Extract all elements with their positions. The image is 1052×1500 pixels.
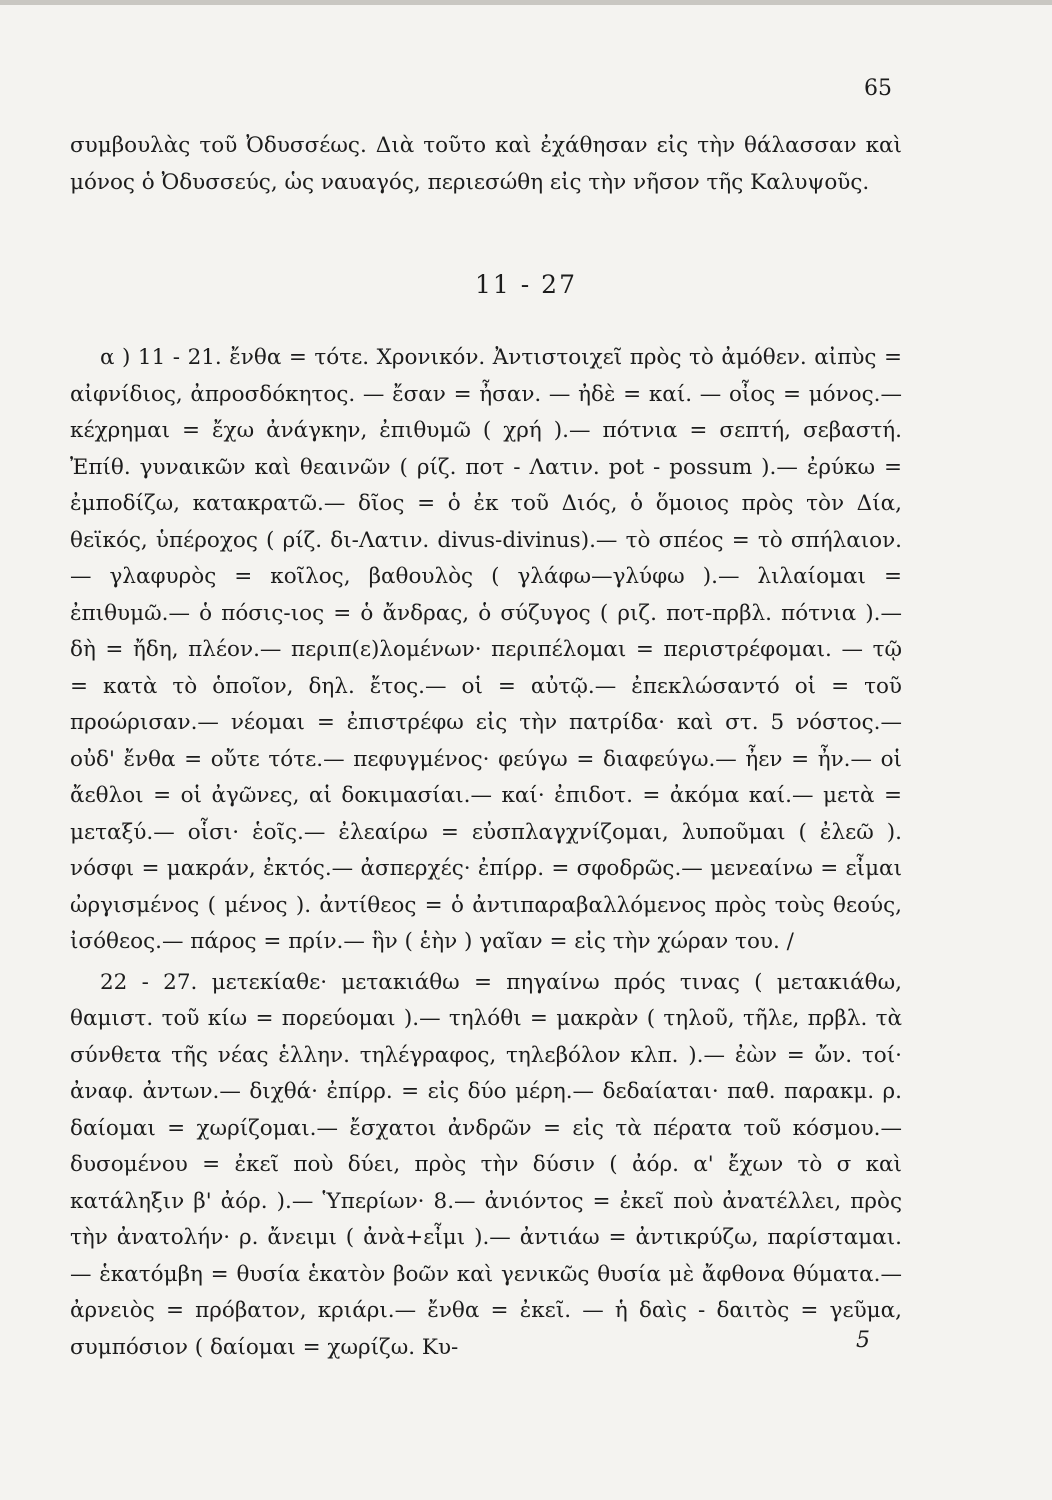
page-number: 65	[864, 76, 892, 101]
signature-mark: 5	[856, 1328, 870, 1353]
section-heading: 11 - 27	[475, 270, 577, 299]
commentary-block	[70, 340, 902, 1366]
commentary-paragraph-a: α ) 11 - 21. ἔνθα = τότε. Χρονικόν. Ἀντιστοιχεῖ πρὸς τὸ ἀμόθεν. αἰπὺς = αἰφνίδιος, ἀπροσδόκητος. — ἔσαν = ἦσαν. — ἠδὲ = καί. — οἶος = μόνος.— κέχρημαι = ἔχω ἀνάγκην, ἐπιθυμῶ ( χρή ).— πότνια = σεπτή, σεβαστή. Ἐπίθ. γυναικῶν καὶ θεαινῶν ( ρίζ. ποτ - Λατιν. pot - possum ).— ἐρύκω = ἐμποδίζω, κατακρατῶ.— δῖος = ὁ ἐκ τοῦ Διός, ὁ ὅμοιος πρὸς τὸν Δία, θεϊκός, ὑπέροχος ( ρίζ. δι-Λατιν. divus-divinus).— τὸ σπέος = τὸ σπήλαιον.— γλαφυρὸς = κοῖλος, βαθουλὸς ( γλάφω—γλύφω ).— λιλαίομαι = ἐπιθυμῶ.— ὁ πόσις-ιος = ὁ ἄνδρας, ὁ σύζυγος ( ριζ. ποτ-πρβλ. πότνια ).— δὴ = ἤδη, πλέον.— περιπ(ε)λομένων· περιπέλομαι = περιστρέφομαι. — τῷ = κατὰ τὸ ὁποῖον, δηλ. ἔτος.— οἱ = αὐτῷ.— ἐπεκλώσαντό οἱ = τοῦ προώρισαν.— νέομαι = ἐπιστρέφω εἰς τὴν πατρίδα· καὶ στ. 5 νόστος.— οὐδ' ἔνθα = οὔτε τότε.— πεφυγμένος· φεύγω = διαφεύγω.— ἦεν = ἦν.— οἱ ἄεθλοι = οἱ ἀγῶνες, αἱ δοκιμασίαι.— καί· ἐπιδοτ. = ἀκόμα καί.— μετὰ = μεταξύ.— οἷσι· ἑοῖς.— ἐλεαίρω = εὐσπλαγχνίζομαι, λυποῦμαι ( ἐλεῶ ). νόσφι = μακράν, ἐκτός.— ἀσπερχές· ἐπίρρ. = σφοδρῶς.— μενεαίνω = εἶμαι ὠργισμένος ( μένος ). ἀντίθεος = ὁ ἀντιπαραβαλλόμενος πρὸς τοὺς θεούς, ἰσόθεος.— πάρος = πρίν.— ἣν ( ἑὴν ) γαῖαν = εἰς τὴν χώραν του. /	[70, 345, 902, 954]
page-edge	[0, 0, 1052, 5]
intro-text	[70, 128, 902, 201]
commentary-paragraph-b: 22 - 27. μετεκίαθε· μετακιάθω = πηγαίνω πρός τινας ( μετακιάθω, θαμιστ. τοῦ κίω = πορεύομαι ).— τηλόθι = μακρὰν ( τηλοῦ, τῆλε, πρβλ. τὰ σύνθετα τῆς νέας ἑλλην. τηλέγραφος, τηλεβόλον κλπ. ).— ἐὼν = ὤν. τοί· ἀναφ. ἀντων.— διχθά· ἐπίρρ. = εἰς δύο μέρη.— δεδαίαται· παθ. παρακμ. ρ. δαίομαι = χωρίζομαι.— ἔσχατοι ἀνδρῶν = εἰς τὰ πέρατα τοῦ κόσμου.— δυσομένου = ἐκεῖ ποὺ δύει, πρὸς τὴν δύσιν ( ἀόρ. α' ἔχων τὸ σ καὶ κατάληξιν β' ἀόρ. ).— Ὑπερίων· 8.— ἀνιόντος = ἐκεῖ ποὺ ἀνατέλλει, πρὸς τὴν ἀνατολήν· ρ. ἄνειμι ( ἀνὰ+εἶμι ).— ἀντιάω = ἀντικρύζω, παρίσταμαι.— ἑκατόμβη = θυσία ἑκατὸν βοῶν καὶ γενικῶς θυσία μὲ ἄφθονα θύματα.— ἀρνειὸς = πρόβατον, κριάρι.— ἔνθα = ἐκεῖ. — ἡ δαὶς - δαιτὸς = γεῦμα, συμπόσιον ( δαίομαι = χωρίζω. Κυ-	[70, 969, 902, 1360]
intro-paragraph: συμβουλὰς τοῦ Ὀδυσσέως. Διὰ τοῦτο καὶ ἐχάθησαν εἰς τὴν θάλασσαν καὶ μόνος ὁ Ὀδυσσεύς, ὡς ναυαγός, περιεσώθη εἰς τὴν νῆσον τῆς Καλυψοῦς.	[70, 133, 902, 195]
